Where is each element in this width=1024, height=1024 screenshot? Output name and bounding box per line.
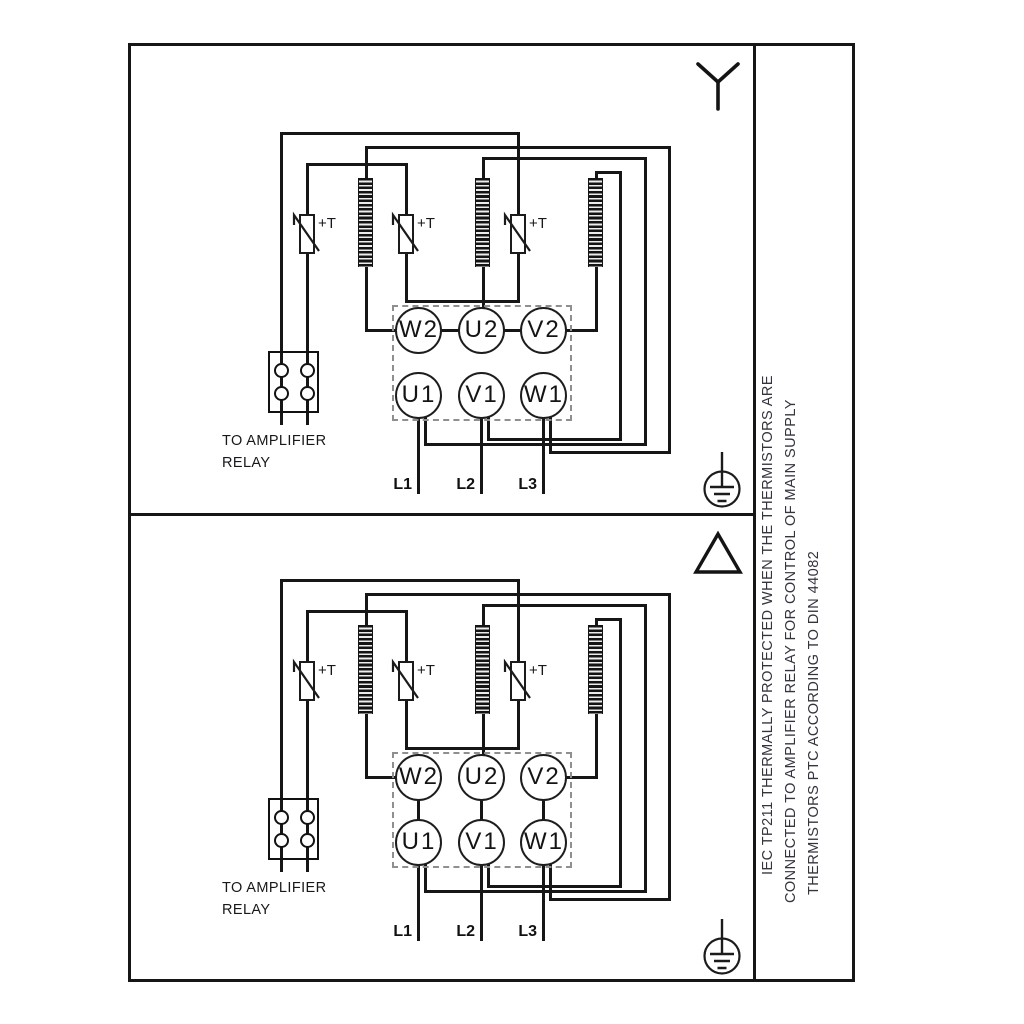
wire-segment	[549, 417, 552, 454]
wire-segment	[405, 300, 520, 303]
wire-segment	[668, 146, 671, 454]
motor-winding-coil	[588, 178, 603, 267]
wire-segment	[644, 604, 647, 893]
relay-caption-line: TO AMPLIFIER	[222, 433, 327, 449]
wire-segment	[365, 593, 671, 596]
wire-segment	[482, 604, 647, 607]
supply-line-label-l1: L1	[393, 923, 412, 940]
wire-segment	[482, 713, 485, 756]
relay-caption-line: RELAY	[222, 455, 271, 471]
supply-line-label-l2: L2	[456, 476, 475, 493]
wire-segment	[619, 618, 622, 888]
wire-segment	[424, 443, 647, 446]
terminal-v2: V2	[520, 754, 567, 801]
wire-segment	[280, 132, 520, 135]
wire-segment	[549, 864, 552, 901]
relay-terminal-pin	[274, 363, 289, 378]
relay-caption-line: TO AMPLIFIER	[222, 880, 327, 896]
relay-terminal-box	[268, 351, 319, 413]
wire-segment	[405, 253, 408, 303]
wire-segment	[365, 776, 396, 779]
side-note-line-3: THERMISTORS PTC ACCORDING TO DIN 44082	[806, 550, 822, 895]
relay-terminal-pin	[274, 386, 289, 401]
wire-segment	[487, 885, 622, 888]
relay-terminal-pin	[300, 833, 315, 848]
wire-segment	[482, 266, 485, 309]
wire-segment	[482, 157, 485, 180]
wire-segment	[405, 747, 520, 750]
wire-segment	[517, 253, 520, 303]
thermistor-label: +T	[529, 662, 547, 679]
thermistor-label: +T	[417, 662, 435, 679]
terminal-u2: U2	[458, 307, 505, 354]
panel-delta-connection	[128, 515, 755, 982]
wire-segment	[668, 593, 671, 901]
relay-terminal-pin	[300, 386, 315, 401]
motor-winding-coil	[358, 625, 373, 714]
wire-segment	[365, 593, 368, 627]
wire-segment	[417, 864, 420, 941]
side-note-line-2: CONNECTED TO AMPLIFIER RELAY FOR CONTROL OF MAIN SUPPLY	[783, 399, 799, 903]
relay-terminal-pin	[274, 810, 289, 825]
wire-segment	[487, 438, 622, 441]
motor-winding-coil	[588, 625, 603, 714]
wire-segment	[517, 700, 520, 750]
wire-segment	[644, 157, 647, 446]
earth-ground-icon	[698, 452, 746, 516]
wire-segment	[482, 604, 485, 627]
terminal-w2: W2	[395, 754, 442, 801]
wire-segment	[417, 417, 420, 494]
wire-segment	[542, 864, 545, 941]
delta-connection-icon	[692, 527, 744, 575]
wire-segment	[405, 700, 408, 750]
thermistor-label: +T	[529, 215, 547, 232]
relay-terminal-box	[268, 798, 319, 860]
terminal-v1: V1	[458, 819, 505, 866]
earth-ground-icon	[698, 919, 746, 983]
wire-segment	[619, 171, 622, 441]
wire-segment	[365, 266, 368, 332]
terminal-w1: W1	[520, 372, 567, 419]
wire-segment	[480, 417, 483, 494]
wire-segment	[595, 713, 598, 779]
side-note	[755, 43, 855, 982]
wire-segment	[595, 266, 598, 332]
wire-segment	[306, 163, 408, 166]
wire-segment	[482, 157, 647, 160]
panel-star-connection	[128, 43, 755, 515]
thermistor-label: +T	[318, 215, 336, 232]
wire-segment	[306, 610, 408, 613]
wire-segment	[595, 171, 622, 174]
terminal-v1: V1	[458, 372, 505, 419]
terminal-w1: W1	[520, 819, 567, 866]
terminal-u1: U1	[395, 372, 442, 419]
relay-terminal-pin	[274, 833, 289, 848]
supply-line-label-l3: L3	[518, 476, 537, 493]
wire-segment	[517, 132, 520, 216]
side-note-line-1: IEC TP211 THERMALLY PROTECTED WHEN THE THERMISTORS ARE	[760, 375, 776, 875]
thermistor-label: +T	[417, 215, 435, 232]
relay-terminal-pin	[300, 363, 315, 378]
supply-line-label-l1: L1	[393, 476, 412, 493]
wire-segment	[280, 579, 520, 582]
supply-line-label-l3: L3	[518, 923, 537, 940]
thermistor-label: +T	[318, 662, 336, 679]
wire-segment	[424, 890, 647, 893]
motor-winding-coil	[358, 178, 373, 267]
star-connection-icon	[690, 53, 746, 115]
wire-segment	[595, 618, 622, 621]
relay-terminal-pin	[300, 810, 315, 825]
wire-segment	[542, 417, 545, 494]
terminal-u2: U2	[458, 754, 505, 801]
terminal-u1: U1	[395, 819, 442, 866]
wire-segment	[365, 329, 396, 332]
wire-segment	[549, 898, 671, 901]
motor-winding-coil	[475, 625, 490, 714]
wire-segment	[365, 713, 368, 779]
relay-caption-line: RELAY	[222, 902, 271, 918]
terminal-v2: V2	[520, 307, 567, 354]
wire-segment	[480, 864, 483, 941]
supply-line-label-l2: L2	[456, 923, 475, 940]
wire-segment	[517, 579, 520, 663]
wire-segment	[549, 451, 671, 454]
terminal-w2: W2	[395, 307, 442, 354]
motor-winding-coil	[475, 178, 490, 267]
wire-segment	[365, 146, 671, 149]
wire-segment	[365, 146, 368, 180]
